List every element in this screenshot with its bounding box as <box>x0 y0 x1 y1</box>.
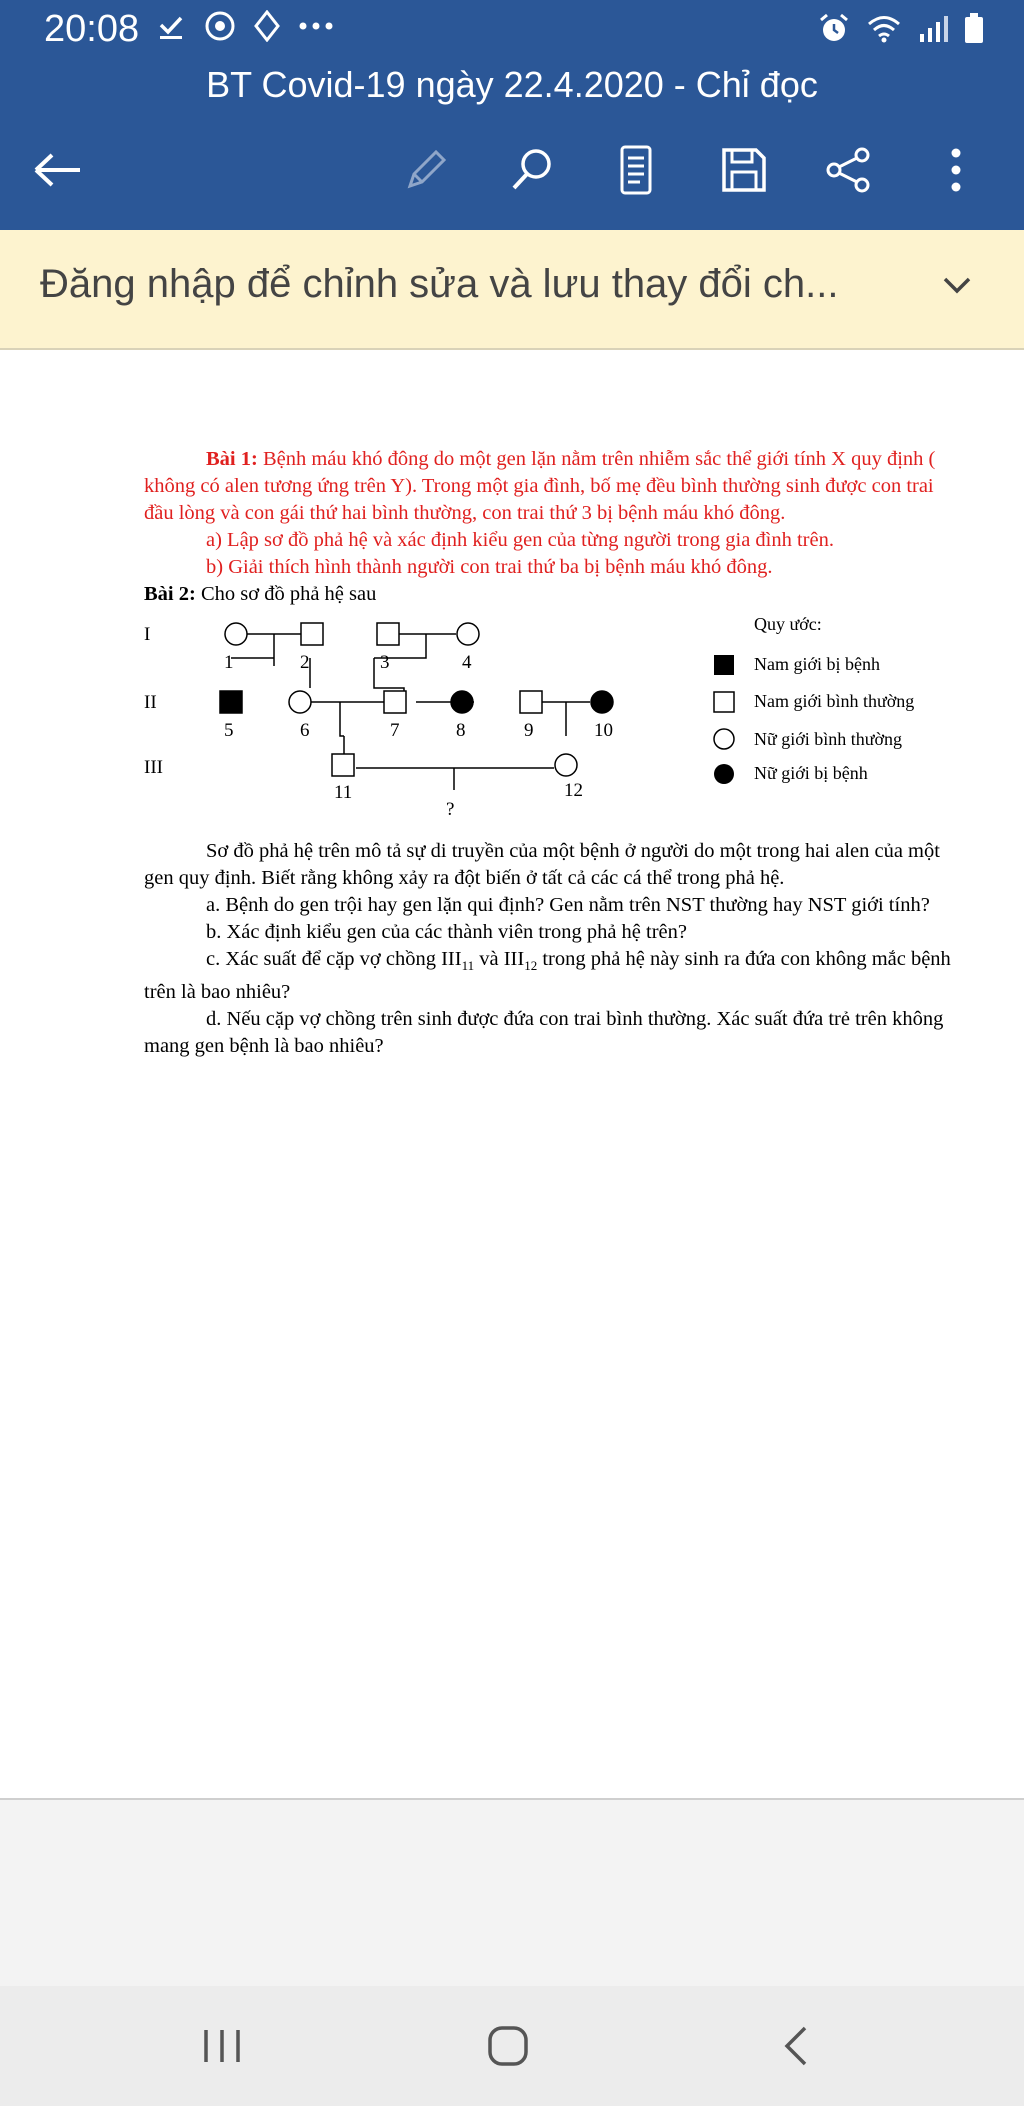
legend-affected-male-symbol <box>714 655 734 675</box>
generation-label-III: III <box>144 757 163 778</box>
bai1-question-b: b) Giải thích hình thành người con trai thứ ba bị bệnh máu khó đông. <box>206 556 773 578</box>
pedigree-number-5: 5 <box>224 720 234 741</box>
wifi-icon <box>866 13 902 43</box>
status-icons-right <box>818 12 984 44</box>
home-button[interactable] <box>468 2006 548 2086</box>
legend-affected-male: Nam giới bị bệnh <box>754 654 880 674</box>
document-page[interactable] <box>0 350 1024 1800</box>
question-c-sub-11: 11 <box>461 958 475 974</box>
question-a: a. Bệnh do gen trội hay gen lặn qui định? Gen nằm trên NST thường hay NST giới tính? <box>206 894 930 916</box>
legend-normal-male: Nam giới bình thường <box>754 691 915 711</box>
bai2-questions <box>144 838 952 1060</box>
pedigree-individual-4 <box>457 623 479 645</box>
status-icons-left <box>156 10 334 42</box>
recent-apps-icon <box>200 2026 244 2066</box>
pedigree-individual-3 <box>377 623 399 645</box>
home-icon <box>485 2023 531 2069</box>
question-d: d. Nếu cặp vợ chồng trên sinh được đứa con trai bình thường. Xác suất đứa trẻ trên không mang gen bệnh là bao nhiêu? <box>144 1008 944 1058</box>
pedigree-individual-5 <box>220 691 242 713</box>
legend-title: Quy ước: <box>754 614 822 634</box>
pedigree-individual-11 <box>332 754 354 776</box>
generation-label-II: II <box>144 692 157 713</box>
pedigree-individual-8 <box>451 691 473 713</box>
app-header <box>0 0 1024 230</box>
signal-icon <box>918 14 948 42</box>
edit-button[interactable] <box>394 138 458 202</box>
back-nav-button[interactable] <box>756 2006 836 2086</box>
pedigree-individual-1 <box>225 623 247 645</box>
pedigree-number-7: 7 <box>390 720 400 741</box>
question-b: b. Xác định kiểu gen của các thành viên trong phả hệ trên? <box>206 921 687 943</box>
back-button[interactable] <box>26 138 90 202</box>
share-icon <box>824 146 872 194</box>
legend-normal-male-symbol <box>714 692 734 712</box>
generation-label-I: I <box>144 624 151 645</box>
more-vertical-icon <box>950 146 962 194</box>
legend-affected-female: Nữ giới bị bệnh <box>754 763 868 783</box>
pedigree-individual-7 <box>384 691 406 713</box>
question-c-sub-12: 12 <box>524 958 538 974</box>
pedigree-number-12: 12 <box>564 780 583 801</box>
pedigree-individual-9 <box>520 691 542 713</box>
bai1-label: Bài 1: <box>206 448 258 470</box>
pedigree-number-9: 9 <box>524 720 534 741</box>
sign-in-banner[interactable] <box>0 230 1024 350</box>
diamond-icon <box>254 10 280 42</box>
chevron-down-icon[interactable] <box>940 268 974 302</box>
question-c <box>144 946 952 1006</box>
edit-pencil-icon <box>402 146 450 194</box>
document-body <box>144 446 952 1060</box>
reading-view-icon <box>616 144 656 196</box>
bai1-paragraph <box>144 446 952 527</box>
legend-affected-female-symbol <box>714 764 734 784</box>
back-nav-icon <box>781 2024 811 2068</box>
pedigree-individual-2 <box>301 623 323 645</box>
pedigree-diagram <box>144 608 952 838</box>
bai2-label: Bài 2: <box>144 583 196 605</box>
status-time: 20:08 <box>44 8 140 50</box>
legend-normal-female-symbol <box>714 729 734 749</box>
pedigree-number-6: 6 <box>300 720 310 741</box>
more-dots-icon <box>298 21 334 31</box>
save-icon <box>720 146 768 194</box>
pedigree-number-3: 3 <box>380 652 390 673</box>
pedigree-description: Sơ đồ phả hệ trên mô tả sự di truyền của một bệnh ở người do một trong hai alen của một gen quy định. Biết rằng không xảy ra đột biến ở tất cả các cá thể trong phả hệ. <box>144 840 940 889</box>
more-options-button[interactable] <box>924 138 988 202</box>
search-button[interactable] <box>500 138 564 202</box>
alarm-icon <box>818 12 850 44</box>
system-navigation-bar <box>0 1986 1024 2106</box>
pedigree-number-1: 1 <box>224 652 234 673</box>
question-c-post: trong phả hệ này sinh ra đứa con không mắc bệnh trên là bao nhiêu? <box>144 948 951 1004</box>
search-icon <box>508 146 556 194</box>
battery-icon <box>964 12 984 44</box>
chrome-icon <box>204 10 236 42</box>
banner-text: Đăng nhập để chỉnh sửa và lưu thay đổi ch... <box>40 262 839 306</box>
share-button[interactable] <box>816 138 880 202</box>
bai1-text: Bệnh máu khó đông do một gen lặn nằm trên nhiễm sắc thể giới tính X quy định ( không có alen tương ứng trên Y). Trong một gia đình, bố mẹ đều bình thường sinh được con trai đầu lòng và con gái thứ hai bình thường, con trai thứ 3 bị bệnh máu khó đông. <box>144 448 936 524</box>
pedigree-number-8: 8 <box>456 720 466 741</box>
recent-apps-button[interactable] <box>182 2006 262 2086</box>
bai2-text: Cho sơ đồ phả hệ sau <box>195 583 377 605</box>
pedigree-number-unknown: ? <box>446 799 455 820</box>
pedigree-number-10: 10 <box>594 720 613 741</box>
reading-view-button[interactable] <box>604 138 668 202</box>
document-title: BT Covid-19 ngày 22.4.2020 - Chỉ đọc <box>206 64 818 105</box>
bai2-heading <box>144 581 952 608</box>
pedigree-individual-12 <box>555 754 577 776</box>
pedigree-number-11: 11 <box>334 782 353 803</box>
question-c-pre: c. Xác suất để cặp vợ chồng III <box>206 948 462 970</box>
pedigree-number-2: 2 <box>300 652 310 673</box>
pedigree-individual-10 <box>591 691 613 713</box>
bai1-question-a: a) Lập sơ đồ phả hệ và xác định kiểu gen của từng người trong gia đình trên. <box>206 529 834 551</box>
pedigree-individual-6 <box>289 691 311 713</box>
download-check-icon <box>156 11 186 41</box>
back-icon <box>32 150 84 190</box>
legend-normal-female: Nữ giới bình thường <box>754 729 903 749</box>
pedigree-number-4: 4 <box>462 652 472 673</box>
save-button[interactable] <box>712 138 776 202</box>
question-c-mid: và III <box>474 948 525 970</box>
